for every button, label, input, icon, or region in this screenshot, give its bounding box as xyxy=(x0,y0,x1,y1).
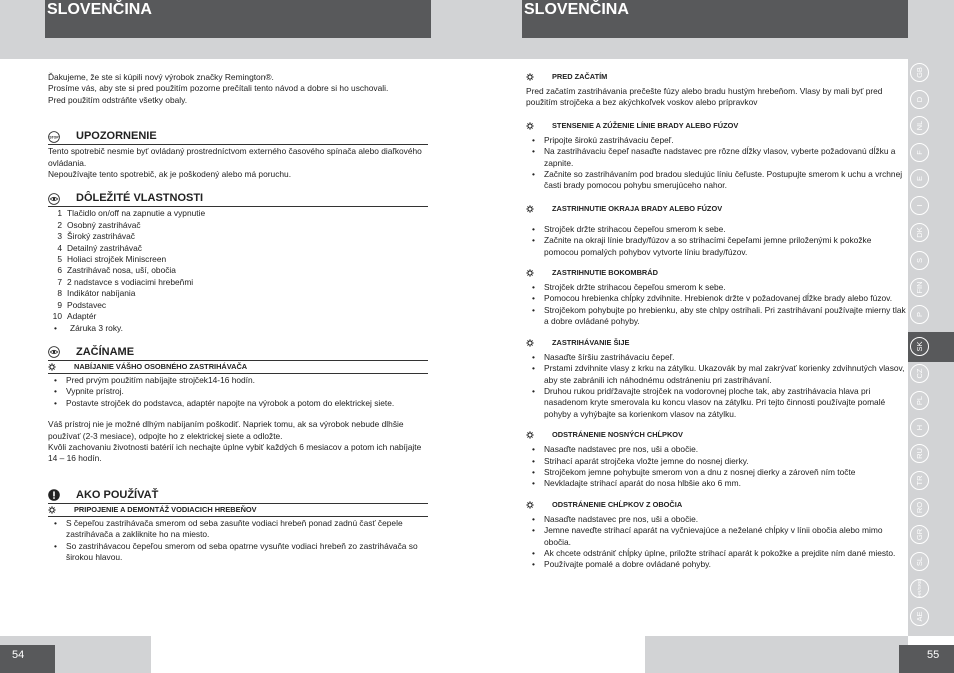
nose-hair-section xyxy=(526,430,908,490)
warning-title: UPOZORNENIE xyxy=(76,130,157,143)
list-item: • Strojčekom jemne pohybujte smerom von a dnu z nosnej dierky a zároveň ním točte xyxy=(526,467,908,478)
features-heading xyxy=(48,192,428,207)
before-start-text: Pred začatím zastrihávania prečešte fúzy alebo bradu hustým hrebeňom. Vlasy by mali byť pred použitím strojčeka a bez akýchkoľvek voskov alebo prípravkov xyxy=(526,86,883,108)
charging-subtitle: NABÍJANIE VÁŠHO OSOBNÉHO ZASTRIHÁVAČA xyxy=(74,361,248,371)
list-item: • Vypnite prístroj. xyxy=(48,386,428,397)
beard-thinning-heading xyxy=(526,121,908,132)
gear-icon xyxy=(526,431,534,439)
intro xyxy=(48,72,428,106)
lang-tab[interactable]: PL xyxy=(910,391,929,410)
eyebrow-heading xyxy=(526,500,908,511)
before-start-title: PRED ZAČATÍM xyxy=(552,72,608,81)
feature-item: 5 Holiaci strojček Miniscreen xyxy=(57,254,167,265)
intro-line: Prosíme vás, aby ste si pred použitím pozorne prečítali tento návod a dobre si ho uschovali. xyxy=(48,83,389,94)
eye-icon xyxy=(48,193,60,205)
lang-tab[interactable]: S xyxy=(910,251,929,270)
list-item: • Druhou rukou pridŕžavajte strojček na vodorovnej ploche tak, aby zastrihávacia hlava pri nasadenom kryte smerovala ku koncu vlasov na zátylku. Pri tejto činnosti používajte pomalé pohyby a vyhýbajte sa korienkom vlasov na zátylku. xyxy=(526,386,908,420)
list-item: • So zastrihávacou čepeľou smerom od seba opatrne vysuňte vodiaci hrebeň zo zastrihávača so širokou hlavou. xyxy=(48,541,428,564)
list-item: • Začnite na okraji línie brady/fúzov a so strihacími čepeľami jemne priloženými k pokožke pomocou pomalých pohybov vytvorte líniu brady/fúzov. xyxy=(526,235,908,258)
charging-list xyxy=(48,375,428,409)
svg-text:STOP: STOP xyxy=(49,135,59,140)
list-item: • Začnite so zastrihávaním pod bradou sledujúc líniu čeľuste. Postupujte smerom k uchu a vrchnej časti brady pomocou pohybu smerujúceho nahor. xyxy=(526,169,908,192)
list-item: • Nasaďte nadstavec pre nos, uši a obočie. xyxy=(526,444,908,455)
feature-item: 1 Tlačidlo on/off na zapnutie a vypnutie xyxy=(57,208,206,219)
intro-line: Pred použitím odstráňte všetky obaly. xyxy=(48,94,188,105)
nose-hair-title: ODSTRÁNENIE NOSNÝCH CHĹPKOV xyxy=(552,430,683,440)
gear-icon xyxy=(48,363,56,371)
lang-tab[interactable]: DK xyxy=(910,223,929,242)
list-item: • Strihací aparát strojčeka vložte jemne do nosnej dierky. xyxy=(526,456,908,467)
comb-list xyxy=(48,518,428,564)
charging-subheading xyxy=(48,362,428,374)
features-title: DÔLEŽITÉ VLASTNOSTI xyxy=(76,192,204,205)
list-item: • Strojčekom pohybujte po hrebienku, aby ste chlpy ostrihali. Pri zastrihávaní používajte mierny tlak a dobre ovládané pohyby. xyxy=(526,305,908,328)
right-language-header: SLOVENČINA xyxy=(522,0,908,38)
footer-band-right xyxy=(645,636,908,673)
neck-heading xyxy=(526,338,908,349)
neck-section xyxy=(526,338,908,420)
gear-icon xyxy=(526,339,534,347)
lang-tab[interactable]: GR xyxy=(910,525,929,544)
feature-item: 2 Osobný zastrihávač xyxy=(57,219,141,230)
lang-tab[interactable]: HR/SRB xyxy=(910,579,929,598)
feature-item: 8 Indikátor nabíjania xyxy=(57,288,136,299)
lang-tab[interactable]: I xyxy=(910,196,929,215)
list-item: • Jemne naveďte strihací aparát na vyčnievajúce a neželané chĺpky v línii obočia alebo mimo obočia. xyxy=(526,525,908,548)
beard-thinning-section xyxy=(526,121,908,192)
getting-started-heading xyxy=(48,346,428,361)
beard-edge-section xyxy=(526,204,908,258)
feature-item: 7 2 nadstavce s vodiacimi hrebeňmi xyxy=(57,276,194,287)
lang-tab[interactable]: RU xyxy=(910,444,929,463)
sideburns-list xyxy=(526,282,908,328)
lang-tab[interactable]: F xyxy=(910,143,929,162)
lang-tab[interactable]: D xyxy=(910,90,929,109)
feature-item: 9 Podstavec xyxy=(57,299,107,310)
warning-line: Nepoužívajte tento spotrebič, ak je poškodený alebo má poruchu. xyxy=(48,169,292,180)
language-tabs xyxy=(908,59,954,636)
features-extra-list xyxy=(48,323,428,334)
sideburns-heading xyxy=(526,268,908,279)
lang-tab[interactable]: NL xyxy=(910,116,929,135)
feature-item: 3 Široký zastrihávač xyxy=(57,231,135,242)
warning-line: Tento spotrebič nesmie byť ovládaný prostredníctvom externého časového spínača alebo diaľkového ovládania. xyxy=(48,146,422,168)
lang-tab[interactable]: H xyxy=(910,418,929,437)
list-item: • Prstami zdvihnite vlasy z krku na zátylku. Ukazovák by mal zakrývať korienky zdvihnutých vlasov, aby ste zabránili ich náhodnému odstráneniu pri zastrihávaní. xyxy=(526,363,908,386)
lang-tab[interactable]: AE xyxy=(910,607,929,626)
lang-tab[interactable]: RO xyxy=(910,498,929,517)
lang-tab[interactable]: P xyxy=(910,305,929,324)
warranty-item: • Záruka 3 roky. xyxy=(48,323,428,334)
lang-tab[interactable]: FIN xyxy=(910,278,929,297)
lang-tab[interactable]: CZ xyxy=(910,364,929,383)
sideburns-title: ZASTRIHNUTIE BOKOMBRÁD xyxy=(552,268,658,278)
beard-edge-title: ZASTRIHNUTIE OKRAJA BRADY ALEBO FÚZOV xyxy=(552,203,723,213)
list-item: • Nasaďte nadstavec pre nos, uši a obočie. xyxy=(526,514,908,525)
list-item: • Nasaďte šíršiu zastrihávaciu čepeľ. xyxy=(526,352,908,363)
list-item: • Strojček držte strihacou čepeľou smerom k sebe. xyxy=(526,282,908,293)
page-number-left: 54 xyxy=(0,645,55,673)
gear-icon xyxy=(526,501,534,509)
warning-heading xyxy=(48,130,428,145)
lang-tab-active[interactable]: SK xyxy=(910,337,929,356)
beard-thinning-list xyxy=(526,135,908,192)
eyebrow-list xyxy=(526,514,908,571)
lang-tab[interactable]: SL xyxy=(910,552,929,571)
features-section xyxy=(48,192,428,333)
nose-hair-list xyxy=(526,444,908,490)
sideburns-section xyxy=(526,268,908,328)
list-item: • Pomocou hrebienka chĺpky zdvihnite. Hrebienok držte v požadovanej dĺžke brady alebo fúzov. xyxy=(526,293,908,304)
left-language-header: SLOVENČINA xyxy=(45,0,431,38)
usage-section xyxy=(48,489,428,564)
eyebrow-title: ODSTRÁNENIE CHĹPKOV Z OBOČIA xyxy=(552,499,683,509)
feature-item: 4 Detailný zastrihávač xyxy=(57,242,142,253)
right-page xyxy=(526,72,908,571)
beard-edge-heading xyxy=(526,204,908,215)
list-item: • Na zastrihávaciu čepeľ nasaďte nadstavec pre rôzne dĺžky vlasov, vyberte požadovanú dĺžku a zapnite. xyxy=(526,146,908,169)
list-item: • Postavte strojček do podstavca, adaptér napojte na výrobok a potom do elektrickej siete. xyxy=(48,398,428,409)
list-item: • Strojček držte strihacou čepeľou smerom k sebe. xyxy=(526,224,908,235)
gear-icon xyxy=(526,205,534,213)
gear-icon xyxy=(526,122,534,130)
feature-item: 10 Adaptér xyxy=(52,311,97,322)
lang-tab[interactable]: E xyxy=(910,169,929,188)
feature-item: 6 Zastrihávač nosa, uší, obočia xyxy=(57,265,176,276)
eyebrow-section xyxy=(526,500,908,571)
features-list xyxy=(48,208,428,322)
neck-title: ZASTRIHÁVANIE ŠIJE xyxy=(552,337,630,347)
lang-tab[interactable]: GB xyxy=(910,63,929,82)
exclamation-icon xyxy=(48,489,60,501)
left-page xyxy=(48,72,428,563)
nose-hair-heading xyxy=(526,430,908,441)
beard-thinning-title: STENSENIE A ZÚŽENIE LÍNIE BRADY ALEBO FÚZOV xyxy=(552,120,739,130)
neck-list xyxy=(526,352,908,420)
list-item: • Nevkladajte strihací aparát do nosa hlbšie ako 6 mm. xyxy=(526,478,908,489)
gear-icon xyxy=(526,269,534,277)
usage-title: AKO POUŽÍVAŤ xyxy=(76,488,159,501)
battery-note: Kvôli zachovaniu životnosti batérií ich nechajte úplne vybiť každých 6 mesiacov a potom ich nabíjajte 14 – 16 hodín. xyxy=(48,441,422,464)
gear-icon xyxy=(48,506,56,514)
stop-icon xyxy=(48,131,60,143)
lang-tab[interactable]: TR xyxy=(910,471,929,490)
list-item: • Používajte pomalé a dobre ovládané pohyby. xyxy=(526,559,908,570)
list-item: • Pred prvým použitím nabíjajte strojček14-16 hodín. xyxy=(48,375,428,386)
eye-icon xyxy=(48,346,60,358)
usage-heading xyxy=(48,489,428,504)
warning-section xyxy=(48,130,428,180)
comb-subheading xyxy=(48,505,428,517)
gear-icon xyxy=(526,73,534,81)
before-start-heading xyxy=(526,72,908,83)
getting-started-title: ZAČÍNAME xyxy=(76,345,135,358)
beard-edge-list xyxy=(526,224,908,258)
page-number-right: 55 xyxy=(899,645,954,673)
intro-line: Ďakujeme, že ste si kúpili nový výrobok značky Remington®. xyxy=(48,72,274,82)
list-item: • S čepeľou zastrihávača smerom od seba zasuňte vodiaci hrebeň ponad zadnú časť čepele zastrihávača a zakliknite ho na miesto. xyxy=(48,518,428,541)
comb-subtitle: PRIPOJENIE A DEMONTÁŽ VODIACICH HREBEŇOV xyxy=(74,504,257,514)
charging-note: Váš prístroj nie je možné dlhým nabíjaním poškodiť. Napriek tomu, ak sa výrobok nebude dlhšie používať (2-3 mesiace), odpojte ho z elektrickej siete a odložte. xyxy=(48,419,404,441)
list-item: • Ak chcete odstrániť chĺpky úplne, priložte strihací aparát k pokožke a prejdite ním dané miesto. xyxy=(526,548,908,559)
getting-started-section xyxy=(48,346,428,465)
before-start-section xyxy=(526,72,908,109)
list-item: • Pripojte širokú zastrihávaciu čepeľ. xyxy=(526,135,908,146)
